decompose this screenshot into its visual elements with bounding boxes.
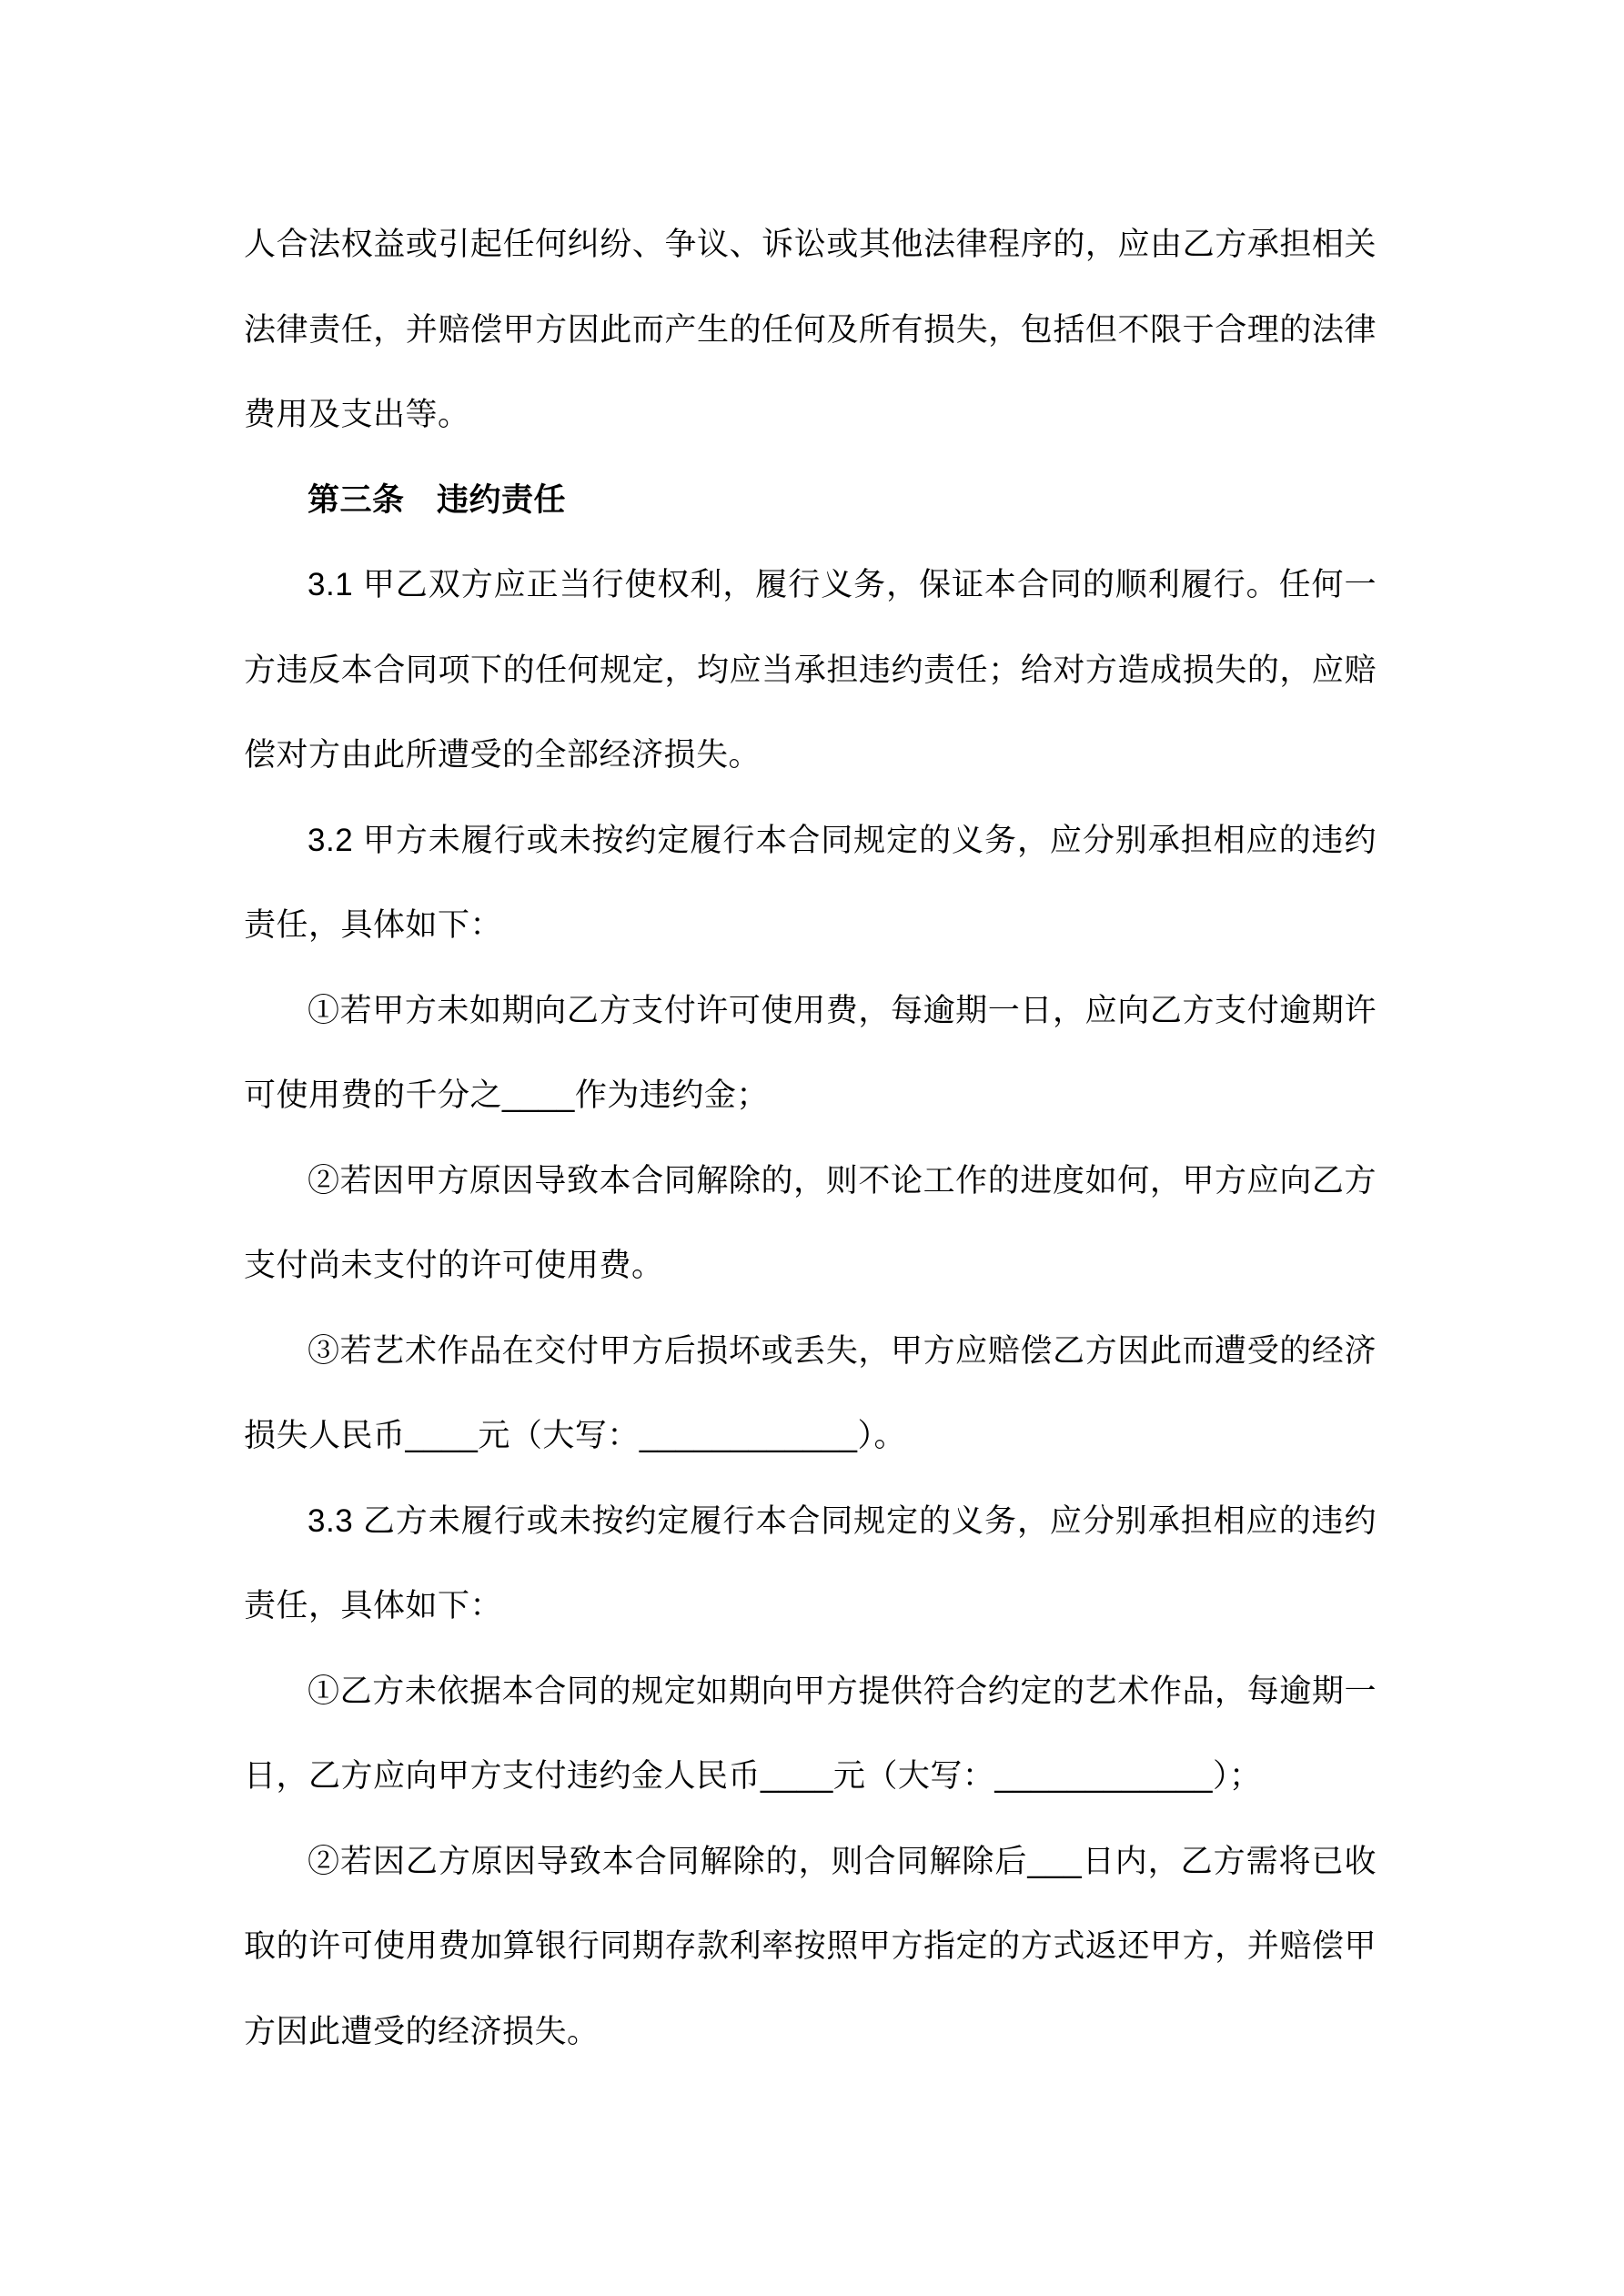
document-line: 损失人民币____元（大写：____________）。 (244, 1418, 906, 1453)
document-line: 偿对方由此所遭受的全部经济损失。 (244, 737, 762, 773)
document-line: ①乙方未依据本合同的规定如期向甲方提供符合约定的艺术作品，每逾期一 (308, 1673, 1377, 1709)
document-line: 取的许可使用费加算银行同期存款利率按照甲方指定的方式返还甲方，并赔偿甲 (244, 1928, 1377, 1964)
document-line: 责任，具体如下： (244, 1588, 503, 1623)
document-body (244, 202, 1377, 2074)
document-line: 方因此遭受的经济损失。 (244, 2013, 600, 2049)
document-line: ②若因甲方原因导致本合同解除的，则不论工作的进度如何，甲方应向乙方 (308, 1162, 1377, 1199)
document-line: 可使用费的千分之____作为违约金； (244, 1077, 769, 1113)
section-heading: 第三条 违约责任 (308, 481, 567, 518)
document-line: 责任，具体如下： (244, 907, 503, 943)
document-line: 法律责任，并赔偿甲方因此而产生的任何及所有损失，包括但不限于合理的法律 (244, 311, 1377, 348)
document-line: 3.2 甲方未履行或未按约定履行本合同规定的义务，应分别承担相应的违约 (308, 822, 1377, 858)
document-line: 方违反本合同项下的任何规定，均应当承担违约责任；给对方造成损失的，应赔 (244, 652, 1377, 688)
document-line: 支付尚未支付的许可使用费。 (244, 1248, 664, 1283)
document-line: 费用及支出等。 (244, 397, 470, 432)
document-line: 日，乙方应向甲方支付违约金人民币____元（大写：____________）； (244, 1758, 1262, 1794)
document-line: 3.1 甲乙双方应正当行使权利，履行义务，保证本合同的顺利履行。任何一 (308, 567, 1377, 602)
document-line: 人合法权益或引起任何纠纷、争议、诉讼或其他法律程序的，应由乙方承担相关 (244, 227, 1377, 262)
document-line: ②若因乙方原因导致本合同解除的，则合同解除后___日内，乙方需将已收 (308, 1843, 1377, 1879)
document-line: 3.3 乙方未履行或未按约定履行本合同规定的义务，应分别承担相应的违约 (308, 1502, 1377, 1539)
document-line: ③若艺术作品在交付甲方后损坏或丢失，甲方应赔偿乙方因此而遭受的经济 (308, 1332, 1377, 1369)
document-line: ①若甲方未如期向乙方支付许可使用费，每逾期一日，应向乙方支付逾期许 (308, 992, 1377, 1028)
